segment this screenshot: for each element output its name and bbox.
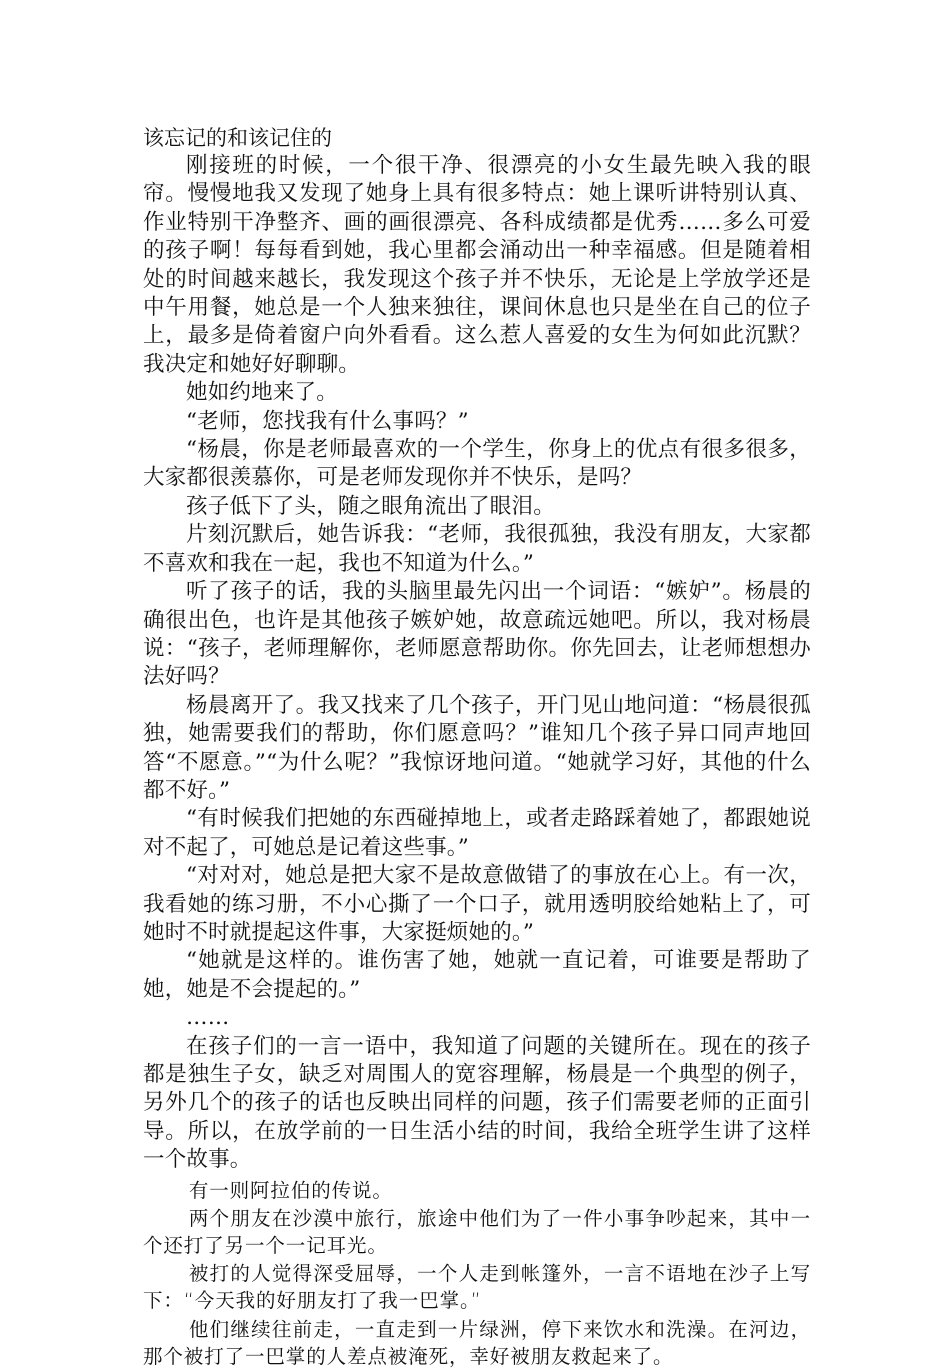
- document-body: [143, 124, 811, 1371]
- story-paragraph: 两个朋友在沙漠中旅行，旅途中他们为了一件小事争吵起来，其中一个还打了另一个一记耳光。: [143, 1206, 811, 1258]
- paragraph: 她如约地来了。: [186, 380, 338, 406]
- document-title: 该忘记的和该记住的: [143, 126, 332, 150]
- paragraph: 听了孩子的话，我的头脑里最先闪出一个词语：“嫉妒”。杨晨的确很出色，也许是其他孩子嫉妒她，故意疏远她吧。所以，我对杨晨说：“孩子，老师理解你，老师愿意帮助你。你先回去，让老师想想办法好吗？: [143, 579, 811, 690]
- paragraph: 杨晨离开了。我又找来了几个孩子，开门见山地问道：“杨晨很孤独，她需要我们的帮助，你们愿意吗？”谁知几个孩子异口同声地回答“不愿意。”“为什么呢？”我惊讶地问道。“她就学习好，其他的什么都不好。”: [143, 692, 811, 803]
- ellipsis-line: ……: [186, 1005, 230, 1031]
- story-paragraph: 他们继续往前走，一直走到一片绿洲，停下来饮水和洗澡。在河边，那个被打了一巴掌的人差点被淹死，幸好被朋友救起来了。: [143, 1317, 811, 1368]
- story-paragraph: 有一则阿拉伯的传说。: [188, 1178, 393, 1202]
- paragraph: “她就是这样的。谁伤害了她，她就一直记着，可谁要是帮助了她，她是不会提起的。”: [143, 948, 811, 1002]
- story-text-section: [143, 1177, 811, 1370]
- story-paragraph: 被打的人觉得深受屈辱，一个人走到帐篷外，一言不语地在沙子上写下：“今天我的好朋友打了我一巴掌。”: [143, 1262, 811, 1313]
- paragraph: 在孩子们的一言一语中，我知道了问题的关键所在。现在的孩子都是独生子女，缺乏对周围人的宽容理解，杨晨是一个典型的例子，另外几个的孩子的话也反映出同样的问题，孩子们需要老师的正面引导。所以，在放学前的一日生活小结的时间，我给全班学生讲了这样一个故事。: [143, 1033, 811, 1173]
- main-text-section: [143, 152, 811, 1175]
- paragraph: “杨晨，你是老师最喜欢的一个学生，你身上的优点有很多很多，大家都很羡慕你，可是老师发现你并不快乐，是吗？: [143, 437, 811, 491]
- paragraph: 片刻沉默后，她告诉我：“老师，我很孤独，我没有朋友，大家都不喜欢和我在一起，我也不知道为什么。”: [143, 522, 811, 576]
- paragraph: “有时候我们把她的东西碰掉地上，或者走路踩着她了，都跟她说对不起了，可她总是记着这些事。”: [143, 806, 811, 860]
- paragraph: 孩子低下了头，随之眼角流出了眼泪。: [186, 493, 555, 519]
- paragraph: “老师，您找我有什么事吗？”: [186, 408, 469, 434]
- paragraph: 刚接班的时候，一个很干净、很漂亮的小女生最先映入我的眼帘。慢慢地我又发现了她身上具有很多特点：她上课听讲特别认真、作业特别干净整齐、画的画很漂亮、各科成绩都是优秀……多么可爱的孩子啊！每每看到她，我心里都会涌动出一种幸福感。但是随着相处的时间越来越长，我发现这个孩子并不快乐，无论是上学放学还是中午用餐，她总是一个人独来独往，课间休息也只是坐在自己的位子上，最多是倚着窗户向外看看。这么惹人喜爱的女生为何如此沉默？我决定和她好好聊聊。: [143, 153, 811, 377]
- paragraph: “对对对，她总是把大家不是故意做错了的事放在心上。有一次，我看她的练习册，不小心撕了一个口子，就用透明胶给她粘上了，可她时不时就提起这件事，大家挺烦她的。”: [143, 863, 811, 945]
